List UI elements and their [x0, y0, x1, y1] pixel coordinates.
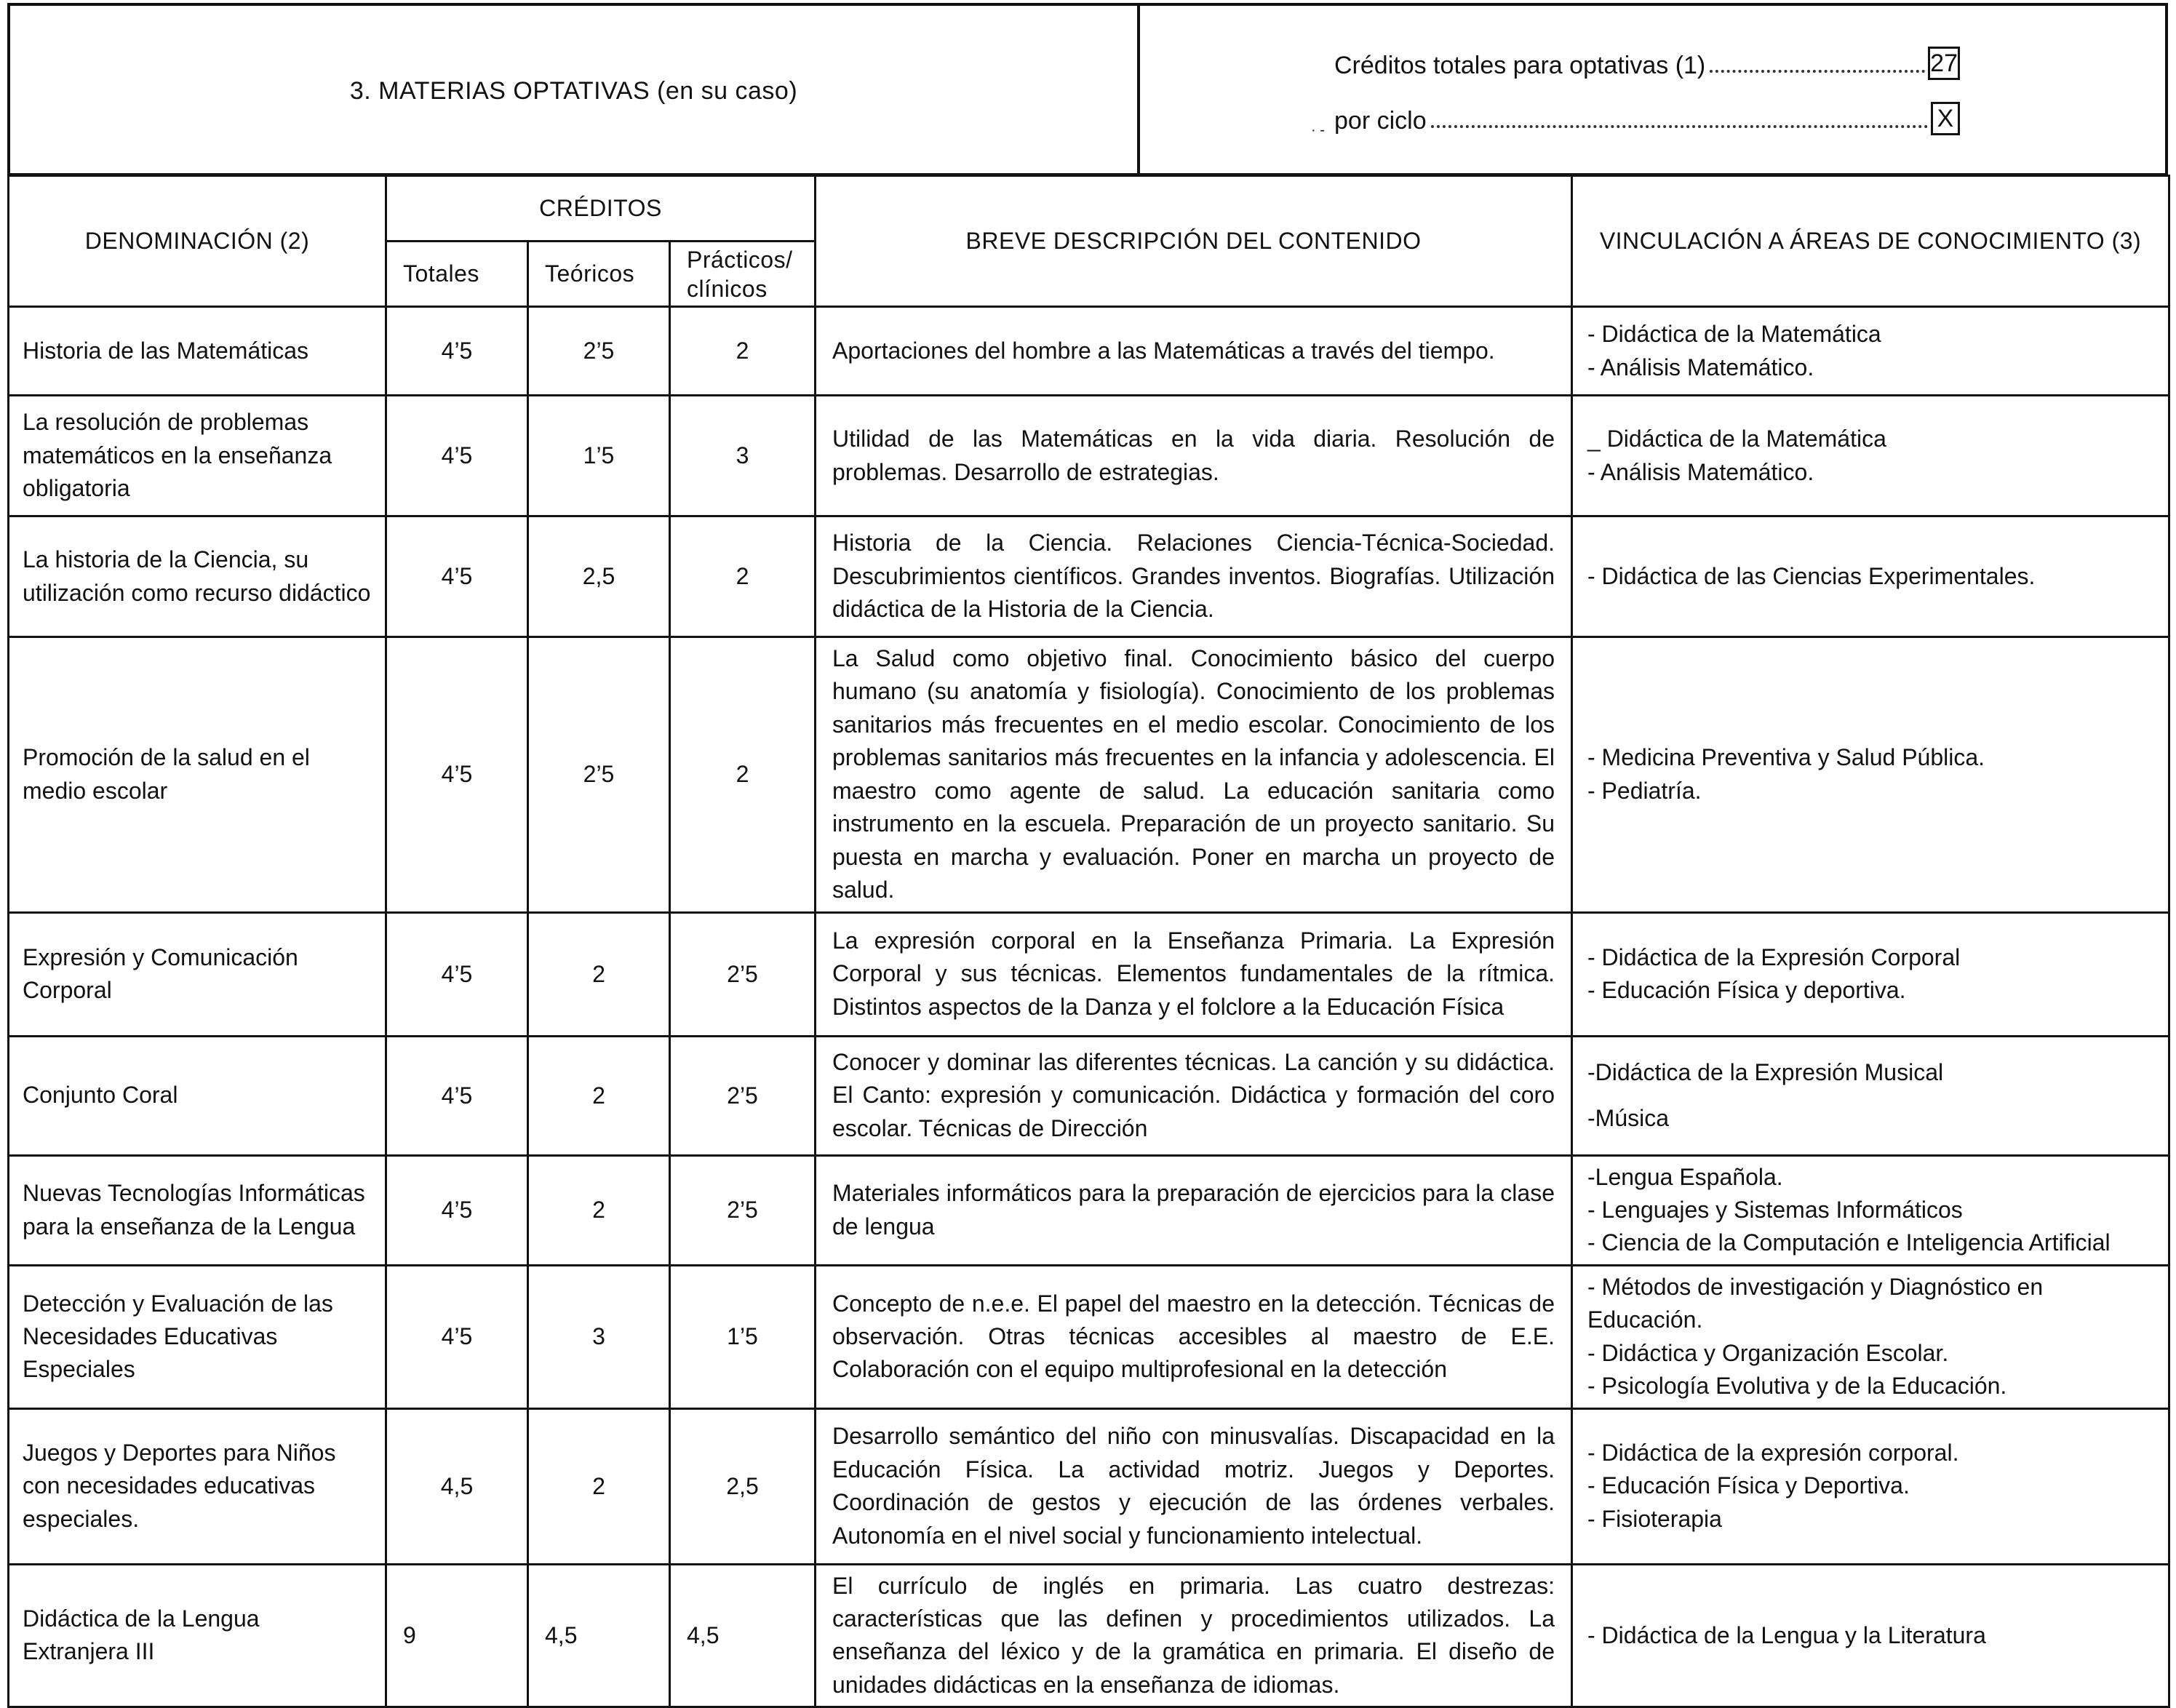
dot-leader: [1431, 125, 1928, 128]
col-header-name: DENOMINACIÓN (2): [9, 176, 386, 307]
table-row: [9, 307, 2169, 396]
credits-total: 4’5: [386, 516, 528, 637]
subject-description: Concepto de n.e.e. El papel del maestro en la detección. Técnicas de observación. Otras técnicas accesibles al maestro de E.E. Colaboración con el equipo multiprofesional en la detección: [816, 1265, 1572, 1408]
subject-name: La resolución de problemas matemáticos en la enseñanza obligatoria: [9, 396, 386, 516]
credits-total: 4,5: [386, 1408, 528, 1564]
subjects-table: [7, 175, 2170, 1708]
credits-total: 4’5: [386, 1265, 528, 1408]
area-item: - Ciencia de la Computación e Inteligencia Artificial: [1587, 1229, 2111, 1256]
subject-name: Didáctica de la Lengua Extranjera III: [9, 1564, 386, 1707]
col-header-credits: CRÉDITOS: [386, 176, 816, 242]
credits-cycle-value: X: [1931, 102, 1960, 135]
subject-name: La historia de la Ciencia, su utilización como recurso didáctico: [9, 516, 386, 637]
credits-theory: 2: [528, 1155, 670, 1265]
area-item: - Didáctica de las Ciencias Experimentales.: [1587, 562, 2036, 589]
area-item: - Medicina Preventiva y Salud Pública.: [1587, 744, 1985, 771]
knowledge-areas: [1572, 637, 2169, 913]
area-item: - Análisis Matemático.: [1587, 354, 1814, 380]
credits-theory: 2,5: [528, 516, 670, 637]
credits-theory: 1’5: [528, 396, 670, 516]
credits-summary: [1334, 48, 1960, 159]
area-item: -Música: [1587, 1105, 1670, 1131]
credits-practice: 1’5: [670, 1265, 816, 1408]
credits-practice: 4,5: [670, 1564, 816, 1707]
credits-total: 4’5: [386, 396, 528, 516]
subject-name: Nuevas Tecnologías Informáticas para la enseñanza de la Lengua: [9, 1155, 386, 1265]
area-item: - Didáctica y Organización Escolar.: [1587, 1339, 1949, 1366]
credits-total: 4’5: [386, 1155, 528, 1265]
credits-total: 4’5: [386, 637, 528, 913]
table-row: [9, 516, 2169, 637]
credits-theory: 2: [528, 1036, 670, 1155]
area-item: _ Didáctica de la Matemática: [1587, 426, 1886, 452]
subject-name: Juegos y Deportes para Niños con necesidades educativas especiales.: [9, 1408, 386, 1564]
col-header-areas: VINCULACIÓN A ÁREAS DE CONOCIMIENTO (3): [1572, 176, 2169, 307]
subject-description: El currículo de inglés en primaria. Las cuatro destrezas: características que las definen y procedimientos utilizados. La enseñanza del léxico y de la gramática en primaria. El diseño de unidades didácticas en la enseñanza de idiomas.: [816, 1564, 1572, 1707]
credits-total-value: 27: [1928, 47, 1960, 80]
area-item: -Didáctica de la Expresión Musical: [1587, 1058, 1944, 1085]
knowledge-areas: [1572, 516, 2169, 637]
table-row: [9, 1564, 2169, 1707]
credits-total: 4’5: [386, 1036, 528, 1155]
subject-name: Detección y Evaluación de las Necesidades Educativas Especiales: [9, 1265, 386, 1408]
col-header-total: Totales: [386, 242, 528, 307]
credits-total-line: [1334, 48, 1960, 80]
table-row: [9, 912, 2169, 1036]
area-item: - Lenguajes y Sistemas Informáticos: [1587, 1196, 1963, 1223]
subject-description: La Salud como objetivo final. Conocimiento básico del cuerpo humano (su anatomía y fisiología). Conocimiento de los problemas sanitarios más frecuentes en el medio escolar. Conocimiento de los problemas sanitarios más frecuentes en la infancia y adolescencia. El maestro como agente de salud. La educación sanitaria como instrumento en la escuela. Preparación de un proyecto sanitario. Su puesta en marcha y evaluación. Poner en marcha un proyecto de salud.: [816, 637, 1572, 913]
area-item: - Didáctica de la Matemática: [1587, 321, 1881, 348]
knowledge-areas: [1572, 307, 2169, 396]
credits-theory: 2’5: [528, 637, 670, 913]
credits-total: 4’5: [386, 307, 528, 396]
subject-description: Desarrollo semántico del niño con minusvalías. Discapacidad en la Educación Física. La actividad motriz. Juegos y Deportes. Coordinación de gestos y ejecución de las órdenes verbales. Autonomía en el nivel social y funcionamiento intelectual.: [816, 1408, 1572, 1564]
knowledge-areas: [1572, 396, 2169, 516]
credits-total-label: Créditos totales para optativas (1): [1334, 52, 1706, 79]
subject-name: Historia de las Matemáticas: [9, 307, 386, 396]
area-item: -Lengua Española.: [1587, 1163, 1783, 1190]
header-divider: [1137, 6, 1140, 173]
area-item: - Didáctica de la expresión corporal.: [1587, 1439, 1959, 1466]
credits-practice: 2,5: [670, 1408, 816, 1564]
area-item: - Análisis Matemático.: [1587, 458, 1814, 485]
area-item: - Métodos de investigación y Diagnóstico en Educación.: [1587, 1273, 2044, 1333]
table-row: [9, 1036, 2169, 1155]
table-row: [9, 1155, 2169, 1265]
knowledge-areas: [1572, 1036, 2169, 1155]
credits-practice: 2’5: [670, 912, 816, 1036]
subject-name: Expresión y Comunicación Corporal: [9, 912, 386, 1036]
subject-name: Conjunto Coral: [9, 1036, 386, 1155]
credits-practice: 2’5: [670, 1036, 816, 1155]
credits-practice: 2’5: [670, 1155, 816, 1265]
table-row: [9, 1408, 2169, 1564]
col-header-description: BREVE DESCRIPCIÓN DEL CONTENIDO: [816, 176, 1572, 307]
credits-theory: 4,5: [528, 1564, 670, 1707]
subject-description: La expresión corporal en la Enseñanza Primaria. La Expresión Corporal y sus técnicas. Elementos fundamentales de la rítmica. Distintos aspectos de la Danza y el folclore a la Educación Física: [816, 912, 1572, 1036]
knowledge-areas: [1572, 1155, 2169, 1265]
credits-theory: 2: [528, 912, 670, 1036]
stray-mark: · -: [1311, 122, 1325, 138]
table-row: [9, 396, 2169, 516]
dot-leader: [1710, 70, 1925, 73]
subject-description: Aportaciones del hombre a las Matemáticas a través del tiempo.: [816, 307, 1572, 396]
subject-description: Conocer y dominar las diferentes técnicas. La canción y su didáctica. El Canto: expresión y comunicación. Didáctica y formación del coro escolar. Técnicas de Dirección: [816, 1036, 1572, 1155]
area-item: - Fisioterapia: [1587, 1505, 1722, 1532]
credits-theory: 3: [528, 1265, 670, 1408]
section-title: 3. MATERIAS OPTATIVAS (en su caso): [349, 77, 798, 105]
credits-cycle-label: por ciclo: [1334, 107, 1427, 135]
credits-practice: 2: [670, 307, 816, 396]
credits-practice: 2: [670, 516, 816, 637]
table-row: [9, 1265, 2169, 1408]
knowledge-areas: [1572, 1408, 2169, 1564]
knowledge-areas: [1572, 912, 2169, 1036]
table-row: [9, 637, 2169, 913]
subject-name: Promoción de la salud en el medio escolar: [9, 637, 386, 913]
credits-total: 4’5: [386, 912, 528, 1036]
area-item: - Pediatría.: [1587, 777, 1702, 804]
credits-practice: 2: [670, 637, 816, 913]
area-item: - Educación Física y deportiva.: [1587, 977, 1906, 1003]
area-item: - Psicología Evolutiva y de la Educación.: [1587, 1373, 2007, 1400]
subject-description: Materiales informáticos para la preparación de ejercicios para la clase de lengua: [816, 1155, 1572, 1265]
area-item: - Educación Física y Deportiva.: [1587, 1472, 1910, 1499]
credits-theory: 2’5: [528, 307, 670, 396]
credits-practice: 3: [670, 396, 816, 516]
col-header-theory: Teóricos: [528, 242, 670, 307]
col-header-practice: Prácticos/ clínicos: [670, 242, 816, 307]
credits-theory: 2: [528, 1408, 670, 1564]
section-header: [7, 3, 2168, 176]
subject-description: Utilidad de las Matemáticas en la vida diaria. Resolución de problemas. Desarrollo de estrategias.: [816, 396, 1572, 516]
subject-description: Historia de la Ciencia. Relaciones Ciencia-Técnica-Sociedad. Descubrimientos científicos. Grandes inventos. Biografías. Utilización didáctica de la Historia de la Ciencia.: [816, 516, 1572, 637]
knowledge-areas: [1572, 1564, 2169, 1707]
credits-total: 9: [386, 1564, 528, 1707]
area-item: - Didáctica de la Lengua y la Literatura: [1587, 1621, 1986, 1648]
knowledge-areas: [1572, 1265, 2169, 1408]
credits-cycle-line: [1334, 103, 1960, 135]
area-item: - Didáctica de la Expresión Corporal: [1587, 943, 1961, 970]
